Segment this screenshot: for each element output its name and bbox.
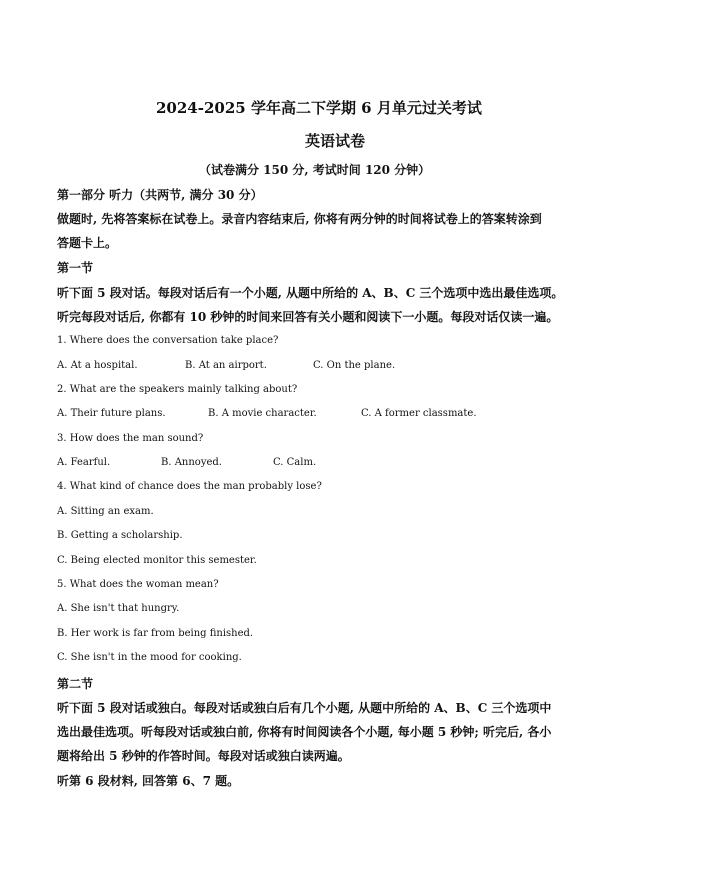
q3-option-a: A. Fearful.: [57, 457, 111, 468]
section1-instruction-line: 听完每段对话后, 你都有 10 秒钟的时间来回答有关小题和阅读下一小题。每段对话仅读一遍。: [57, 310, 559, 324]
part1-instruction-line: 答题卡上。: [57, 236, 118, 250]
section2-instruction-line: 听下面 5 段对话或独白。每段对话或独白后有几个小题, 从题中所给的 A、B、C 三个选项中: [57, 701, 552, 715]
q3-option-c: C. Calm.: [273, 457, 317, 468]
section1-instruction-line: 听下面 5 段对话。每段对话后有一个小题, 从题中所给的 A、B、C 三个选项中选出最佳选项。: [57, 286, 564, 300]
section2-heading: 第二节: [57, 677, 94, 691]
question-4: 4. What kind of chance does the man probably lose?: [57, 481, 322, 492]
section2-instruction-line: 选出最佳选项。听每段对话或独白前, 你将有时间阅读各个小题, 每小题 5 秒钟; 听完后, 各小: [57, 725, 552, 739]
q3-option-b: B. Annoyed.: [161, 457, 222, 468]
q4-option-a: A. Sitting an exam.: [57, 506, 154, 517]
q4-option-b: B. Getting a scholarship.: [57, 530, 183, 541]
q5-option-c: C. She isn't in the mood for cooking.: [57, 652, 242, 663]
subject-title: 英语试卷: [305, 132, 366, 150]
question-3: 3. How does the man sound?: [57, 433, 204, 444]
q1-option-b: B. At an airport.: [185, 360, 267, 371]
part1-heading: 第一部分 听力（共两节, 满分 30 分）: [57, 188, 263, 202]
q2-option-a: A. Their future plans.: [57, 408, 166, 419]
q2-option-b: B. A movie character.: [208, 408, 317, 419]
part1-instruction-line: 做题时, 先将答案标在试卷上。录音内容结束后, 你将有两分钟的时间将试卷上的答案转涂到: [57, 212, 542, 226]
q5-option-b: B. Her work is far from being finished.: [57, 628, 254, 639]
q2-option-c: C. A former classmate.: [361, 408, 477, 419]
exam-title: 2024-2025 学年高二下学期 6 月单元过关考试: [156, 99, 482, 117]
exam-note: （试卷满分 150 分, 考试时间 120 分钟）: [199, 163, 431, 177]
q1-option-c: C. On the plane.: [313, 360, 396, 371]
question-2: 2. What are the speakers mainly talking about?: [57, 384, 298, 395]
q5-option-a: A. She isn't that hungry.: [57, 603, 180, 614]
section1-heading: 第一节: [57, 261, 94, 275]
q1-option-a: A. At a hospital.: [57, 360, 138, 371]
section2-instruction-line: 题将给出 5 秒钟的作答时间。每段对话或独白读两遍。: [57, 749, 350, 763]
section2-lead: 听第 6 段材料, 回答第 6、7 题。: [57, 774, 240, 788]
question-1: 1. Where does the conversation take place?: [57, 335, 279, 346]
question-5: 5. What does the woman mean?: [57, 579, 219, 590]
q4-option-c: C. Being elected monitor this semester.: [57, 555, 257, 566]
